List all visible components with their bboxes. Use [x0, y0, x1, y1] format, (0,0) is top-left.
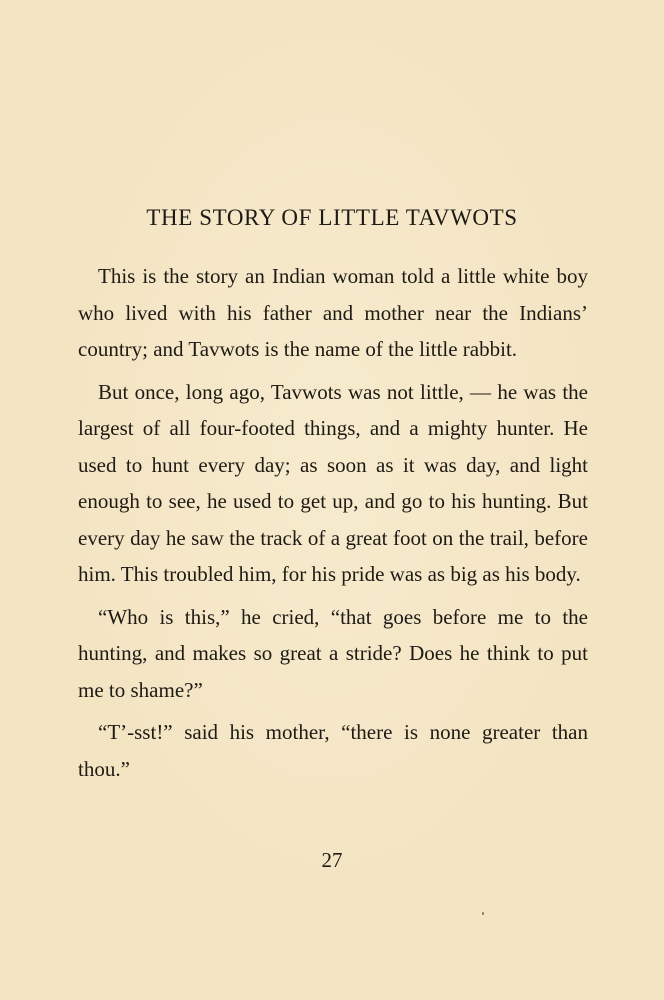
paragraph-1: This is the story an Indian woman told a little white boy who lived with his father and mother near the Indians’ country; and Tavwots is the name of the little rabbit.	[78, 264, 588, 361]
paragraph-4: “T’-sst!” said his mother, “there is none greater than thou.”	[78, 720, 588, 781]
paper-speck	[482, 912, 484, 915]
paragraph-3: “Who is this,” he cried, “that goes before me to the hunting, and makes so great a stride? Does he think to put me to shame?”	[78, 604, 588, 702]
chapter-body	[78, 258, 588, 793]
chapter-title: THE STORY OF LITTLE TAVWOTS	[146, 205, 518, 230]
page-number: 27	[321, 848, 343, 872]
paragraph-2: But once, long ago, Tavwots was not little, — he was the largest of all four-footed things, and a mighty hunter. He used to hunt every day; as soon as it was day, and light enough to see, he used to get up, and go to his hunting. But every day he saw the track of a great foot on the trail, before him. This troubled him, for his pride was as big as his body.	[78, 379, 588, 586]
